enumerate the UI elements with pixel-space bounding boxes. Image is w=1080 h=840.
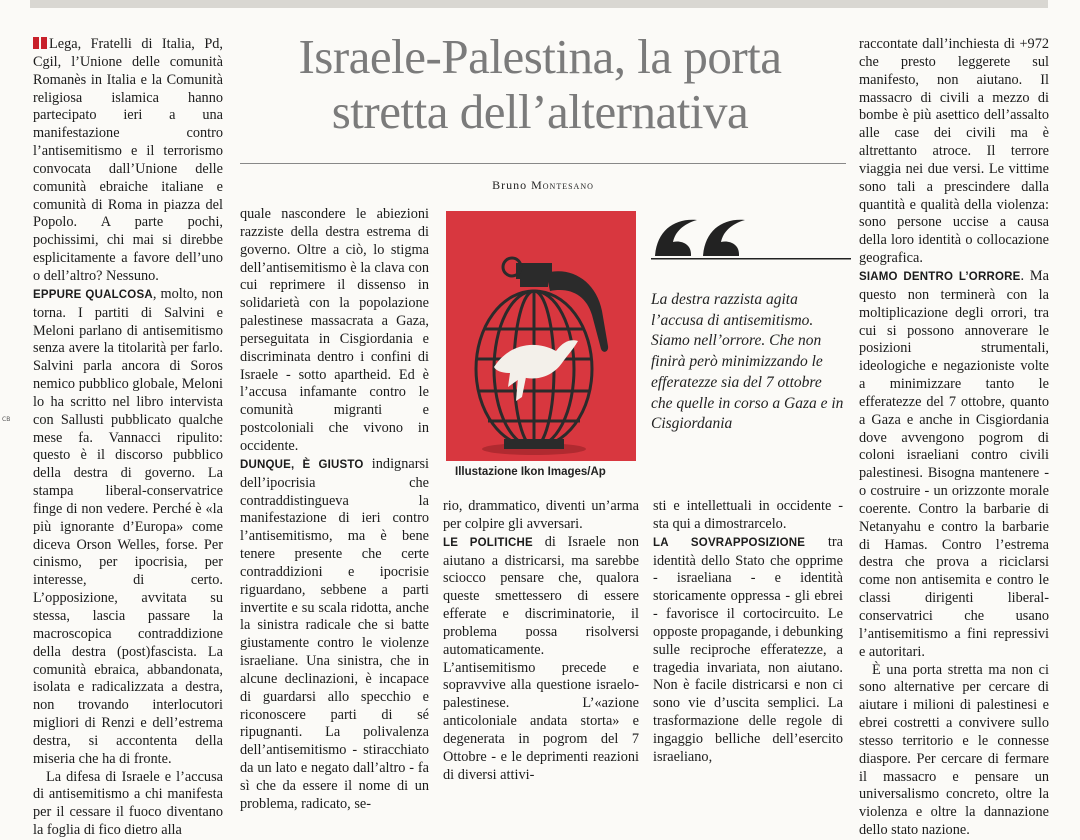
headline-divider [240, 163, 846, 164]
article-column-4 [653, 498, 843, 767]
paragraph: LE POLITICHE di Israele non aiutano a districarsi, ma sarebbe sciocco pensare che, qualora queste smettessero di essere efferate e discriminatorie, il problema possa risolversi automaticamente. L’antisemitismo precede e sopravvive alla questione israelo-palestinese. L’«azione anticoloniale andata storta» e degenerata in pogrom del 7 Ottobre - e le deprimenti reazioni di diversi attivi- [443, 533, 639, 783]
article-column-2 [240, 206, 429, 814]
paragraph: DUNQUE, È GIUSTO indignarsi dell’ipocrisia che contraddistingueva la manifestazione di ieri contro l’antisemitismo, ma è bene tenere presente che certe contraddizioni e ipocrisie riguardano, sebbene a parti invertite e su scala ridotta, anche la sinistra radicale che si batte giustamente contro le violenze israeliane. Una sinistra, che in alcune declinazioni, è incapace di guardarsi allo specchio e riconoscere parti di sé ripugnanti. La polivalenza dell’antisemitismo - stiracchiato da un lato e negato dall’altro - fa sì che da essere il nome di un problema, radicato, se- [240, 455, 429, 812]
paragraph: raccontate dall’inchiesta di +972 che presto leggerete sul manifesto, non aiutano. Il massacro di civili a mezzo di bombe è più asettico dell’assalto alle case dei civili ma è altrettanto atroce. Il terrore viaggia nei due versi. Le vittime sono tali a prescindere dalla quantità e qualità della violenza: sono persone uccise a causa della loro identità o collocazione geografica. [859, 36, 1049, 267]
paragraph: LA SOVRAPPOSIZIONE tra identità dello Stato che opprime - israeliana - e identità storicamente oppressa - gli ebrei - favorisce il cortocircuito. Le opposte propagande, i debunking sulle reciproche efferatezze, a tragedia invariata, non aiutano. Non è facile districarsi e non ci sono vie d’uscita semplici. La trasformazione delle regole di ingaggio belliche dell’esercito israeliano, [653, 533, 844, 765]
paragraph: È una porta stretta ma non ci sono alternative per cercare di aiutare i milioni di palestinesi e ebrei costretti a convivere sullo stesso territorio e le connesse diaspore. Per cercare di fermare il massacro e pensare un universalismo concreto, oltre la violenza e oltre la dannazione dello stato nazione. [859, 661, 1049, 839]
headline-line: stretta dell’alternativa [331, 84, 749, 139]
illustration-grenade-cage-dove [446, 211, 636, 461]
paragraph-lead: LE POLITICHE [443, 536, 533, 549]
paragraph-lead: DUNQUE, È GIUSTO [240, 458, 364, 471]
headline [232, 29, 848, 139]
top-border [30, 0, 1048, 8]
paragraph: Lega, Fratelli di Italia, Pd, Cgil, l’Unione delle comunità Romanès in Italia e la Comunità religiosa islamica hanno partecipato ieri a una manifestazione contro l’antisemitismo e il terrorismo convocata dall’Unione delle comunità ebraiche italiane e comunità di Roma in piazza del Popolo. A parte pochi, pochissimi, chi mai si direbbe esplicitamente a favore dell’uno o dell’altro? Nessuno. [33, 36, 223, 284]
paragraph: SIAMO DENTRO L’ORRORE. Ma questo non terminerà con la moltiplicazione degli orrori, tra cui si possono annoverare le posizioni strumentali, ideologiche e negazioniste volte a minimizzare tanto le efferatezze del 7 ottobre, quanto a Gaza e anche in Cisgiordania dove avvengono pogrom di coloni israeliani contro civili palestinesi. Bisogna mantenere - o costruire - un orizzonte morale coerente. Contro la barbarie di Netanyahu e contro la barbarie di Hamas. Contro l’estrema destra che prova a riciclarsi come non antisemita e contro le classi dirigenti liberal-conservatrici che usano l’antisemitismo a fini repressivi e autoritari. [859, 267, 1049, 660]
pull-quote: La destra razzista agita l’accusa di antisemitismo. Siamo nell’orrore. Che non finirà però minimizzando le efferatezze sia del 7 ottobre che quelle in corso a Gaza e in Cisgiordania [651, 291, 844, 433]
illustration-caption: Illustazione Ikon Images/Ap [455, 466, 606, 478]
paragraph: EPPURE QUALCOSA, molto, non torna. I partiti di Salvini e Meloni parlano di antisemitismo senza avere la titolarità per farlo. Salvini parla ancora di Soros nemico pubblico globale, Meloni lo ha scritto nel libro intervista con Sallusti pubblicato qualche mese fa. Vannacci ripulito: questo è il discorso pubblico della destra di governo. La stampa liberal-conservatrice finge di non vedere. Perché è «la più ignorante d’Europa» come diceva Orson Welles, forse. Per cinismo, per ipocrisia, per interesse, di certo. L’opposizione, avvitata su stessa, lascia passare la macroscopica contraddizione della destra (post)fascista. La comunità ebraica, abbandonata, isolata e radicalizzata a destra, non trovando interlocutori migliori di Renzi e dell’estrema destra, si accontenta della miseria che ha di fronte. [33, 285, 223, 767]
byline: Bruno Montesano [492, 178, 594, 192]
paragraph: sti e intellettuali in occidente - sta qui a dimostrarcelo. [653, 498, 843, 532]
paragraph-lead: SIAMO DENTRO L’ORRORE [859, 270, 1021, 283]
margin-mark: CB [2, 416, 11, 423]
paragraph: rio, drammatico, diventi un’arma per colpire gli avversari. [443, 498, 639, 532]
paragraph: La difesa di Israele e l’accusa di antisemitismo a chi manifesta per il cessare il fuoco diventano la foglia di fico dietro alla [33, 768, 223, 839]
section-marker-icon [41, 37, 47, 49]
quote-mark-icon [651, 212, 851, 286]
section-marker-icon [33, 37, 39, 49]
paragraph: quale nascondere le abiezioni razziste della destra estrema di governo. Oltre a ciò, lo stigma dell’antisemitismo è la clava con cui reprimere il dissenso in solidarietà con la popolazione palestinese massacrata a Gaza, perseguitata in Cisgiordania e discriminata dentro i confini di Israele - sotto apartheid. Ed è l’accusa infamante contro le comunità migranti e postcoloniali che vivono in occidente. [240, 206, 429, 454]
article-column-1 [33, 36, 223, 840]
article-column-5 [859, 36, 1049, 840]
paragraph-lead: LA SOVRAPPOSIZIONE [653, 536, 806, 549]
headline-line: Israele-Palestina, la porta [298, 29, 782, 84]
grenade-cage-icon [446, 211, 636, 461]
paragraph-lead: EPPURE QUALCOSA [33, 288, 153, 301]
article-column-3 [443, 498, 639, 785]
